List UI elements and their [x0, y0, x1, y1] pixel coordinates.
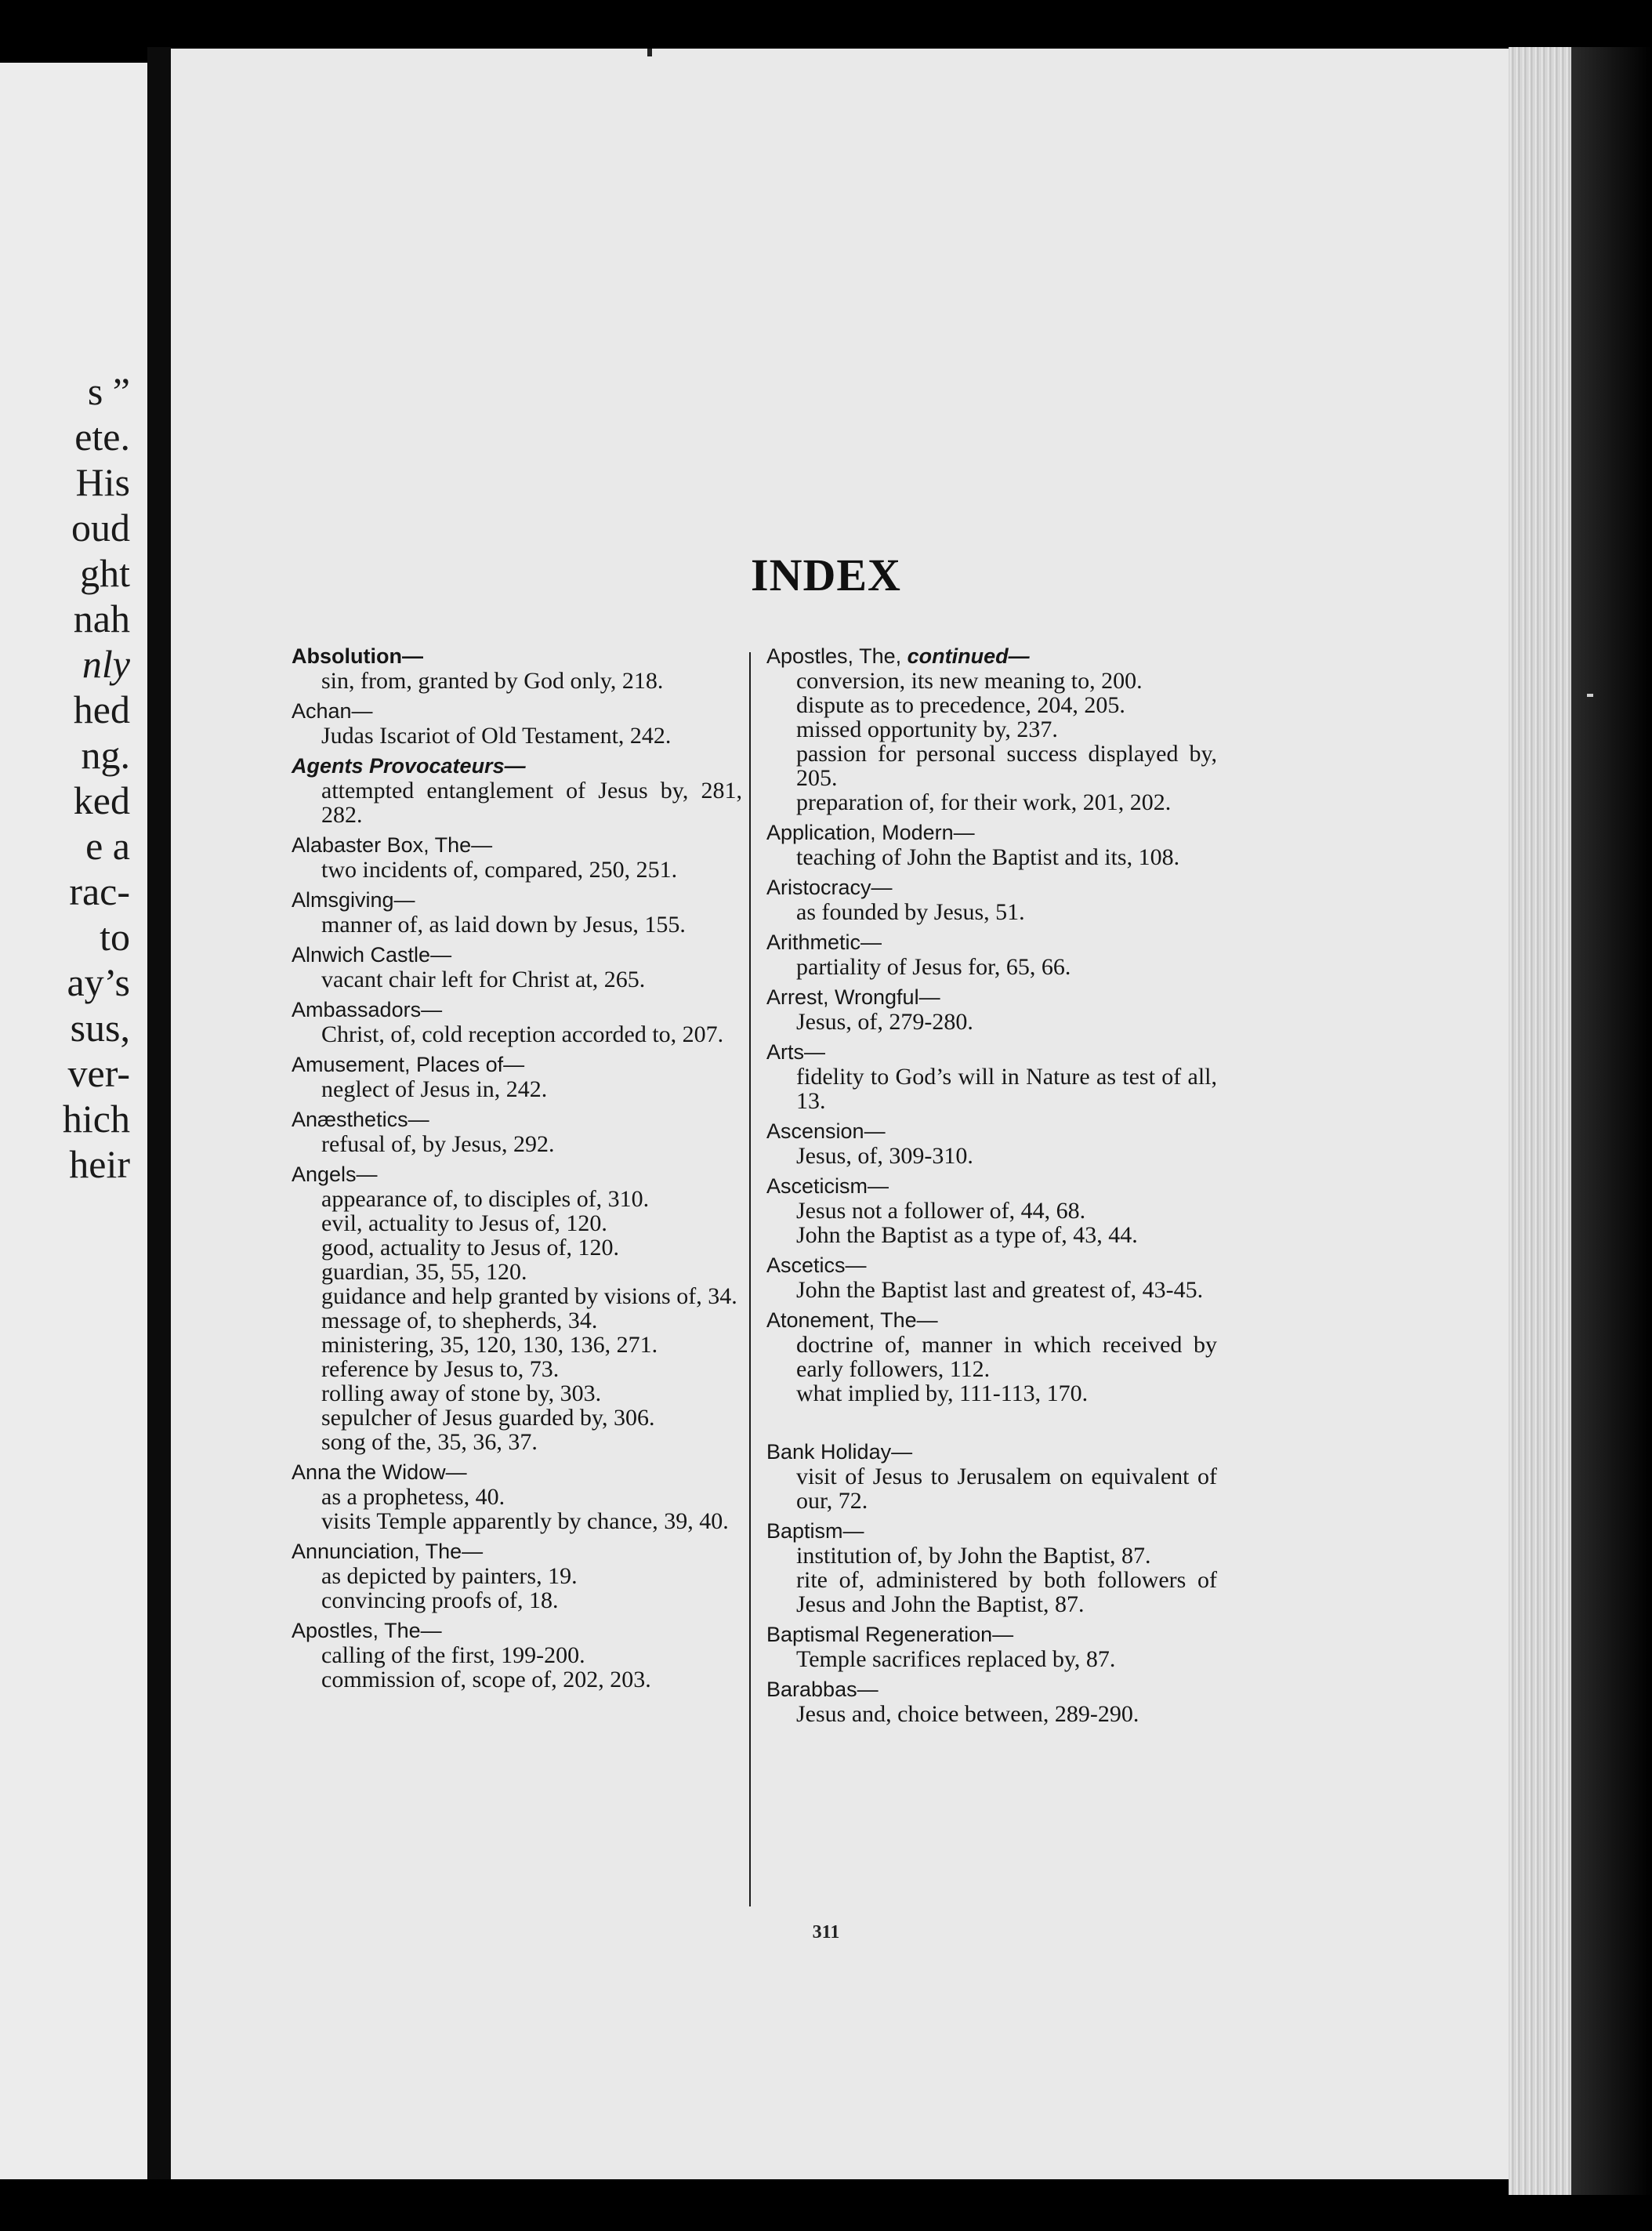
index-entry	[766, 876, 1217, 924]
index-subentry: visit of Jesus to Jerusalem on equivalent of our, 72.	[796, 1464, 1217, 1514]
index-heading	[292, 1460, 742, 1485]
left-page	[0, 63, 147, 2179]
index-subentry: institution of, by John the Baptist, 87.	[796, 1543, 1151, 1569]
index-heading-text: Annunciation, The—	[292, 1540, 484, 1563]
left-page-line: heir	[69, 1142, 130, 1186]
index-subentry: rite of, administered by both followers of Jesus and John the Baptist, 87.	[796, 1567, 1217, 1617]
index-subentry: as a prophetess, 40.	[321, 1484, 505, 1510]
edge-mark	[1587, 694, 1593, 697]
page-number: 311	[812, 1922, 840, 1943]
index-subentry: what implied by, 111-113, 170.	[796, 1380, 1089, 1406]
index-subentry: teaching of John the Baptist and its, 108.	[796, 844, 1180, 870]
index-heading-text: Arrest, Wrongful—	[766, 985, 940, 1009]
left-page-line: ay’s	[67, 960, 130, 1004]
index-entry	[292, 1460, 742, 1533]
index-entry	[766, 1040, 1217, 1113]
page-edges	[1509, 47, 1571, 2195]
index-heading	[766, 876, 1217, 900]
index-heading	[766, 1174, 1217, 1199]
index-subentry: preparation of, for their work, 201, 202.	[796, 789, 1172, 815]
index-entry	[766, 1253, 1217, 1302]
index-heading	[292, 1540, 742, 1564]
index-entry	[766, 644, 1217, 814]
index-subentry: convincing proofs of, 18.	[321, 1587, 559, 1613]
index-heading-text: Arithmetic—	[766, 930, 882, 954]
index-heading-text: Angels—	[292, 1163, 378, 1186]
index-heading	[766, 985, 1217, 1010]
index-entry	[766, 1119, 1217, 1168]
index-heading-text: Bank Holiday—	[766, 1440, 913, 1464]
index-heading-text: Anna the Widow—	[292, 1460, 467, 1484]
left-page-line: nly	[82, 642, 130, 686]
index-heading	[766, 644, 1217, 669]
index-subentry: Jesus, of, 309-310.	[796, 1143, 973, 1169]
index-heading-text: Ascension—	[766, 1119, 886, 1143]
right-shadow	[1571, 47, 1652, 2195]
index-heading	[292, 754, 742, 778]
index-heading-text: Agents Provocateurs—	[292, 754, 526, 778]
index-heading-text: Absolution—	[292, 644, 423, 668]
index-heading-text: Atonement, The—	[766, 1308, 938, 1332]
index-subentry: song of the, 35, 36, 37.	[321, 1429, 538, 1455]
index-entry	[292, 888, 742, 937]
index-subentry: Judas Iscariot of Old Testament, 242.	[321, 723, 672, 749]
index-heading-text: Ambassadors—	[292, 998, 443, 1021]
index-entry	[766, 985, 1217, 1034]
index-entry	[292, 1619, 742, 1692]
index-heading	[766, 821, 1217, 845]
index-entry	[766, 821, 1217, 869]
index-entry	[292, 943, 742, 992]
index-entry	[292, 998, 742, 1047]
index-entry	[766, 1440, 1217, 1513]
index-subentry: evil, actuality to Jesus of, 120.	[321, 1210, 607, 1236]
index-heading-text: Anæsthetics—	[292, 1108, 429, 1131]
index-entry	[766, 1678, 1217, 1726]
index-entry	[766, 930, 1217, 979]
left-page-line: ete.	[74, 415, 130, 459]
index-heading-text: Baptism—	[766, 1519, 864, 1543]
index-subentry: commission of, scope of, 202, 203.	[321, 1667, 651, 1692]
index-heading	[766, 1678, 1217, 1702]
index-subentry: two incidents of, compared, 250, 251.	[321, 857, 678, 883]
index-heading-text: Alabaster Box, The—	[292, 833, 493, 857]
index-subentry: conversion, its new meaning to, 200.	[796, 668, 1143, 694]
index-heading-text: Barabbas—	[766, 1678, 879, 1701]
index-heading-text: Asceticism—	[766, 1174, 889, 1198]
left-page-line: His	[75, 460, 130, 504]
left-page-line: sus,	[70, 1006, 130, 1050]
left-page-line: s ”	[87, 369, 130, 413]
index-entry	[766, 1519, 1217, 1616]
index-subentry: appearance of, to disciples of, 310.	[321, 1186, 650, 1212]
index-heading	[292, 1163, 742, 1187]
page-mark	[647, 49, 652, 56]
index-entry	[292, 1540, 742, 1612]
left-page-line: ver-	[67, 1051, 130, 1095]
index-subentry: rolling away of stone by, 303.	[321, 1380, 602, 1406]
index-heading	[292, 1108, 742, 1132]
left-page-line: rac-	[69, 869, 130, 913]
index-entry	[292, 1108, 742, 1156]
index-subentry: passion for personal success displayed by, 205.	[796, 741, 1217, 791]
index-heading	[766, 1440, 1217, 1464]
index-heading	[292, 1053, 742, 1077]
index-entry	[292, 833, 742, 882]
index-heading-text: Ascetics—	[766, 1253, 867, 1277]
index-heading	[766, 1040, 1217, 1065]
index-heading-text: Achan—	[292, 699, 373, 723]
index-entry	[766, 1308, 1217, 1406]
index-heading	[766, 1519, 1217, 1544]
index-subentry: Jesus not a follower of, 44, 68.	[796, 1198, 1086, 1224]
index-subentry: visits Temple apparently by chance, 39, 40.	[321, 1508, 729, 1534]
index-heading	[766, 1253, 1217, 1278]
index-subentry: fidelity to God’s will in Nature as test of all, 13.	[796, 1064, 1217, 1114]
page-title: INDEX	[751, 550, 901, 600]
index-entry	[292, 699, 742, 748]
index-subentry: guidance and help granted by visions of, 34.	[321, 1283, 737, 1309]
index-subentry: doctrine of, manner in which received by early followers, 112.	[796, 1332, 1217, 1382]
index-subentry: guardian, 35, 55, 120.	[321, 1259, 527, 1285]
index-heading	[292, 1619, 742, 1643]
index-heading-text: Amusement, Places of—	[292, 1053, 525, 1076]
left-page-line: nah	[73, 597, 130, 640]
index-subentry: good, actuality to Jesus of, 120.	[321, 1235, 619, 1261]
index-subentry: sin, from, granted by God only, 218.	[321, 668, 664, 694]
index-subentry: manner of, as laid down by Jesus, 155.	[321, 912, 686, 938]
index-subentry: sepulcher of Jesus guarded by, 306.	[321, 1405, 655, 1431]
left-page-line: hed	[73, 687, 130, 731]
index-entry	[292, 1163, 742, 1454]
left-page-line: hich	[62, 1097, 130, 1141]
index-heading-text: Arts—	[766, 1040, 826, 1064]
index-heading	[766, 1623, 1217, 1647]
index-heading-text: Alnwich Castle—	[292, 943, 452, 967]
index-heading	[766, 1119, 1217, 1144]
index-heading-text: Almsgiving—	[292, 888, 415, 912]
index-column-right	[766, 644, 1217, 1732]
index-heading-continued: continued—	[907, 644, 1030, 668]
index-subentry: neglect of Jesus in, 242.	[321, 1076, 548, 1102]
index-heading	[292, 998, 742, 1022]
index-column-left	[292, 644, 742, 1698]
index-subentry: ministering, 35, 120, 130, 136, 271.	[321, 1332, 658, 1358]
index-subentry: Temple sacrifices replaced by, 87.	[796, 1646, 1116, 1672]
index-subentry: Jesus, of, 279-280.	[796, 1009, 973, 1035]
index-entry	[292, 644, 742, 693]
index-subentry: Christ, of, cold reception accorded to, 207.	[321, 1021, 724, 1047]
index-subentry: John the Baptist as a type of, 43, 44.	[796, 1222, 1138, 1248]
index-heading-text: Aristocracy—	[766, 876, 893, 899]
index-entry	[292, 754, 742, 827]
index-subentry: refusal of, by Jesus, 292.	[321, 1131, 555, 1157]
index-heading-text: Apostles, The,	[766, 644, 902, 668]
index-subentry: reference by Jesus to, 73.	[321, 1356, 560, 1382]
index-heading	[292, 644, 742, 669]
left-page-line: ng.	[81, 733, 130, 777]
index-subentry: missed opportunity by, 237.	[796, 716, 1058, 742]
index-heading	[766, 930, 1217, 955]
index-heading-text: Apostles, The—	[292, 1619, 442, 1642]
index-subentry: as depicted by painters, 19.	[321, 1563, 578, 1589]
index-subentry: partiality of Jesus for, 65, 66.	[796, 954, 1071, 980]
left-page-line: ked	[73, 778, 130, 822]
index-subentry: calling of the first, 199-200.	[321, 1642, 585, 1668]
index-subentry: Jesus and, choice between, 289-290.	[796, 1701, 1139, 1727]
index-subentry: message of, to shepherds, 34.	[321, 1308, 598, 1333]
left-page-line: e a	[85, 824, 130, 868]
index-subentry: John the Baptist last and greatest of, 43-45.	[796, 1277, 1204, 1303]
index-heading	[292, 888, 742, 912]
index-entry	[292, 1053, 742, 1101]
index-heading	[766, 1308, 1217, 1333]
index-entry	[766, 1623, 1217, 1671]
left-page-line: ght	[80, 551, 130, 595]
index-subentry: attempted entanglement of Jesus by, 281, 282.	[321, 778, 742, 828]
left-page-line: oud	[71, 506, 130, 550]
index-heading	[292, 943, 742, 967]
index-heading	[292, 699, 742, 724]
index-heading-text: Application, Modern—	[766, 821, 975, 844]
index-subentry: as founded by Jesus, 51.	[796, 899, 1025, 925]
index-heading-text: Baptismal Regeneration—	[766, 1623, 1014, 1646]
section-gap	[766, 1412, 1217, 1440]
index-subentry: vacant chair left for Christ at, 265.	[321, 967, 646, 992]
index-heading	[292, 833, 742, 858]
book-gutter	[147, 47, 172, 2179]
index-entry	[766, 1174, 1217, 1247]
left-page-line: to	[100, 915, 130, 959]
column-divider	[749, 652, 751, 1906]
index-subentry: dispute as to precedence, 204, 205.	[796, 692, 1125, 718]
